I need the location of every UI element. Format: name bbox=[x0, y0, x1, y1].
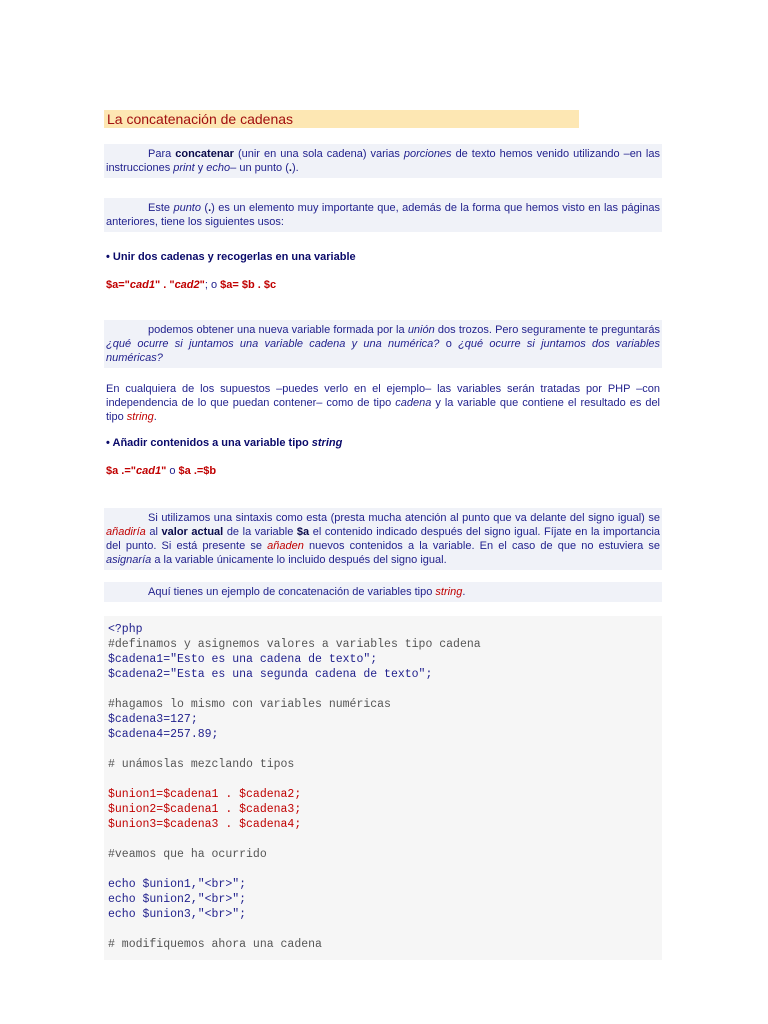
term-asignaria: asignaría bbox=[106, 554, 152, 566]
paragraph-union bbox=[104, 320, 662, 368]
term-valor-actual: valor actual bbox=[161, 526, 224, 538]
code-example-append bbox=[104, 464, 662, 478]
text: y la variable que contiene el resultado es del tipo bbox=[106, 397, 660, 423]
code-line: echo $union2,"<br>"; bbox=[108, 893, 247, 906]
dot-symbol: . bbox=[288, 162, 292, 174]
code: $a= $b . $c bbox=[220, 279, 277, 291]
term-punto: punto bbox=[173, 202, 201, 214]
text: el contenido indicado después del signo igual. Fíjate en la importancia del punto. Si está presente se bbox=[106, 526, 660, 552]
paragraph-supuestos bbox=[104, 382, 662, 424]
code: " bbox=[161, 465, 167, 477]
text: Si utilizamos una sintaxis como esta (presta mucha atención al punto que va delante del signo igual) se bbox=[148, 512, 660, 524]
question: ¿qué ocurre si juntamos dos variables numéricas? bbox=[106, 338, 660, 364]
text: Aquí tienes un ejemplo de concatenación de variables tipo bbox=[148, 586, 436, 598]
code-line: #hagamos lo mismo con variables numéricas bbox=[108, 698, 391, 711]
text: . bbox=[462, 586, 466, 598]
term-string: string bbox=[311, 437, 343, 449]
php-code-block bbox=[104, 616, 662, 960]
code: $a .=$b bbox=[178, 465, 217, 477]
term-echo: echo bbox=[206, 162, 231, 174]
paragraph-punto bbox=[104, 198, 662, 232]
text: o bbox=[439, 338, 459, 350]
code-line: # modifiquemos ahora una cadena bbox=[108, 938, 322, 951]
bullet-unir-cadenas: • Unir dos cadenas y recogerlas en una variable bbox=[106, 251, 356, 263]
text: • Añadir contenidos a una variable tipo bbox=[106, 437, 312, 449]
code: cad1 bbox=[136, 465, 162, 477]
code-line: #veamos que ha ocurrido bbox=[108, 848, 267, 861]
code-line: # unámoslas mezclando tipos bbox=[108, 758, 295, 771]
code: $a=" bbox=[106, 279, 130, 291]
code: cad2 bbox=[174, 279, 200, 291]
code: $a .=" bbox=[106, 465, 136, 477]
code-line: echo $union1,"<br>"; bbox=[108, 878, 247, 891]
bullet-anadir-contenidos bbox=[104, 436, 662, 450]
code-line: $union3=$cadena3 . $cadena4; bbox=[108, 818, 302, 831]
code-line: $cadena4=257.89; bbox=[108, 728, 219, 741]
term-anaden: añaden bbox=[267, 540, 304, 552]
text: ) es un elemento muy importante que, además de la forma que hemos visto en las páginas anteriores, tiene los siguientes usos: bbox=[106, 202, 660, 228]
text: ). bbox=[291, 162, 299, 174]
text: En cualquiera de los supuestos –puedes verlo en el ejemplo– las variables serán tratadas por PHP –con independencia de lo que puedan contener– como de tipo bbox=[106, 383, 660, 409]
text: Para bbox=[148, 148, 176, 160]
text: nuevos contenidos a la variable. En el caso de que no estuviera se bbox=[303, 540, 660, 552]
code-line: $cadena1="Esto es una cadena de texto"; bbox=[108, 653, 378, 666]
code-line: $cadena3=127; bbox=[108, 713, 198, 726]
text: al bbox=[145, 526, 162, 538]
text: podemos obtener una nueva variable formada por la bbox=[148, 324, 408, 336]
text: o bbox=[166, 465, 179, 477]
code-line: <?php bbox=[108, 623, 143, 636]
term-concatenar: concatenar bbox=[175, 148, 234, 160]
text: Este bbox=[148, 202, 174, 214]
code-blank-line bbox=[108, 862, 658, 877]
code-line: $union2=$cadena1 . $cadena3; bbox=[108, 803, 302, 816]
code-blank-line bbox=[108, 922, 658, 937]
code-example-concat bbox=[104, 278, 662, 292]
text: . bbox=[153, 411, 157, 423]
text: ( bbox=[200, 202, 209, 214]
section-title: La concatenación de cadenas bbox=[104, 110, 579, 128]
text: de la variable bbox=[223, 526, 297, 538]
dot-symbol: . bbox=[208, 202, 212, 214]
question: ¿qué ocurre si juntamos una variable cadena y una numérica? bbox=[106, 338, 440, 350]
text: a la variable únicamente lo incluido después del signo igual. bbox=[151, 554, 447, 566]
text: y bbox=[194, 162, 207, 174]
variable-a: $a bbox=[296, 526, 310, 538]
paragraph-ejemplo bbox=[104, 582, 662, 602]
term-string: string bbox=[435, 586, 463, 598]
text: – un punto ( bbox=[230, 162, 289, 174]
text: ; o bbox=[204, 279, 221, 291]
code: " . " bbox=[154, 279, 175, 291]
text: de texto hemos venido utilizando –en las instrucciones bbox=[106, 148, 660, 174]
code: " bbox=[199, 279, 205, 291]
term-print: print bbox=[173, 162, 195, 174]
paragraph-concatenar bbox=[104, 144, 662, 178]
document-page bbox=[104, 110, 662, 960]
code-blank-line bbox=[108, 772, 658, 787]
term-cadena: cadena bbox=[395, 397, 432, 409]
code-line: $cadena2="Esta es una segunda cadena de texto"; bbox=[108, 668, 433, 681]
code-line: echo $union3,"<br>"; bbox=[108, 908, 247, 921]
term-union: unión bbox=[407, 324, 435, 336]
term-string: string bbox=[126, 411, 154, 423]
text: (unir en una sola cadena) varias bbox=[233, 148, 404, 160]
code-line: #definamos y asignemos valores a variables tipo cadena bbox=[108, 638, 481, 651]
code-blank-line bbox=[108, 742, 658, 757]
code-blank-line bbox=[108, 682, 658, 697]
term-anadiria: añadiría bbox=[106, 526, 146, 538]
text: dos trozos. Pero seguramente te preguntarás bbox=[434, 324, 660, 336]
code-line: $union1=$cadena1 . $cadena2; bbox=[108, 788, 302, 801]
code-blank-line bbox=[108, 832, 658, 847]
term-porciones: porciones bbox=[403, 148, 452, 160]
code: cad1 bbox=[129, 279, 155, 291]
paragraph-sintaxis bbox=[104, 508, 662, 570]
